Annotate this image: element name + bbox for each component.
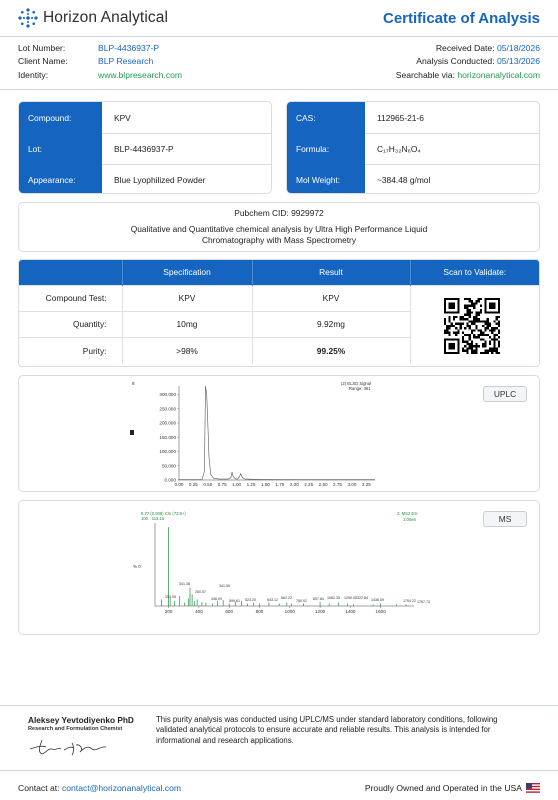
meta-identity: Identity: www.blpresearch.com <box>18 69 182 82</box>
ms-trace-label: 2: MS2 ES- <box>397 511 419 516</box>
uplc-series-line <box>179 386 375 480</box>
ms-peak-label: 1290.07 <box>344 596 357 600</box>
method-box <box>18 202 540 252</box>
owned-text: Proudly Owned and Operated in the USA <box>364 783 522 793</box>
ms-peak-label: 153.05 <box>165 595 176 599</box>
meta-lot-number: Lot Number: BLP-4436937-P <box>18 43 160 53</box>
uplc-panel <box>18 375 540 492</box>
uplc-y-marker <box>130 430 134 435</box>
ms-peak-label: 807.84 <box>313 597 324 601</box>
svg-text:8.77 (0.938) Cm (73:8+): 8.77 (0.938) Cm (73:8+) <box>141 511 186 516</box>
meta-analysis-date: Analysis Conducted: 05/13/2026 <box>416 56 540 67</box>
header <box>0 0 558 36</box>
table-row: Compound Test: KPV KPV <box>19 285 539 311</box>
uplc-x-tick-label: 2.75 <box>333 482 343 487</box>
uplc-x-tick-label: 1.75 <box>275 482 285 487</box>
svg-text:% 0: % 0 <box>133 564 141 569</box>
header-divider <box>0 36 558 37</box>
ms-peak-label: 446.09 <box>211 597 222 601</box>
ms-peak-label: 780.02 <box>296 599 307 603</box>
horizon-logo-icon <box>18 8 38 28</box>
us-flag-icon <box>526 783 540 793</box>
meta-left <box>18 42 182 82</box>
ms-x-tick-label: 800 <box>255 609 264 614</box>
ms-x-tick-label: 400 <box>195 609 203 614</box>
uplc-x-tick-label: 3.00 <box>347 482 357 487</box>
chemist-name: Aleksey Yevtodiyenko PhD <box>28 715 134 725</box>
uplc-y-tick-label: 100.000 <box>159 449 176 455</box>
signature-image <box>28 735 112 757</box>
ms-peak-label: 260.57 <box>195 590 206 594</box>
ms-peak-label: 662.22 <box>281 596 292 600</box>
lot-row: Lot: BLP-4436937-P <box>19 133 272 164</box>
owned-line <box>365 783 540 793</box>
qr-code-icon[interactable] <box>444 298 500 354</box>
uplc-chart <box>19 376 541 493</box>
ms-x-tick-label: 200 <box>164 609 173 614</box>
uplc-x-tick-label: 1.00 <box>232 482 242 487</box>
ms-x-tick-label: 600 <box>225 609 234 614</box>
ms-peak-label: 643.12 <box>267 598 278 602</box>
spec-header-scan: Scan to Validate: <box>410 260 539 285</box>
ms-badge: MS <box>483 511 527 527</box>
uplc-x-tick-label: 0.25 <box>188 482 198 487</box>
footer-bottom-divider <box>0 770 558 771</box>
method-line-1: Qualitative and Quantitative chemical analysis by Ultra High Performance Liquid <box>130 223 428 234</box>
uplc-y-tick-label: 50.000 <box>161 463 176 469</box>
meta-received-date: Received Date: 05/18/2026 <box>435 43 540 53</box>
ms-peak-label: 1704.22 <box>403 599 416 603</box>
brand-name: Horizon Analytical <box>43 9 168 26</box>
ms-peak-label: 341.38 <box>179 582 190 586</box>
chemical-info-box <box>286 101 540 194</box>
uplc-y-tick-label: 150.000 <box>159 434 176 440</box>
ms-peak-label: 599.61 <box>229 599 240 603</box>
searchable-link[interactable]: horizonanalytical.com <box>457 69 540 80</box>
spec-header-result: Result <box>252 260 410 285</box>
ms-x-tick-label: 1200 <box>314 609 326 614</box>
svg-text:8: 8 <box>132 381 135 386</box>
brand-logo <box>18 8 168 28</box>
table-row: Quantity: 10mg 9.92mg <box>19 311 539 337</box>
contact-label: Contact at: <box>18 783 60 793</box>
meta-divider <box>0 89 558 90</box>
meta-searchable: Searchable via: horizonanalytical.com <box>395 69 540 80</box>
uplc-y-tick-label: 250.000 <box>159 406 176 412</box>
cas-row: CAS: 112965-21-6 <box>287 102 540 133</box>
identity-link[interactable]: www.blpresearch.com <box>98 69 183 80</box>
compound-info-box <box>18 101 272 194</box>
ms-peak-label: 523.20 <box>245 598 256 602</box>
ms-trace-value: 1.00e6 <box>403 517 416 522</box>
svg-text:100 · 113.15: 100 · 113.15 <box>141 516 165 521</box>
spec-header-specification: Specification <box>122 260 252 285</box>
meta-client-name: Client Name: BLP Research <box>18 56 154 67</box>
uplc-signal-label: (2) ELSD Signal <box>341 381 372 386</box>
ms-peak-label: 1436.09 <box>371 598 384 602</box>
uplc-x-tick-label: 1.25 <box>246 482 256 487</box>
ms-peak-label: 1062.35 <box>327 596 340 600</box>
chemist-role: Research and Formulation Chemist <box>28 726 123 732</box>
pubchem-cid: Pubchem CID: 9929972 <box>234 208 324 218</box>
method-line-2: Chromatography with Mass Spectrometry <box>201 235 357 246</box>
uplc-x-tick-label: 2.50 <box>318 482 328 487</box>
table-row: Purity: >98% 99.25% <box>19 338 539 364</box>
chemist-block <box>28 715 134 759</box>
uplc-x-tick-label: 2.00 <box>289 482 299 487</box>
disclaimer-text: This purity analysis was conducted using UPLC/MS under standard laboratory conditions, following validated analytical protocols to ensure accurate and reliable results. This analysis is intended for informational and research applications. <box>156 715 498 745</box>
uplc-y-tick-label: 300.000 <box>159 392 176 398</box>
signature-section <box>18 705 540 765</box>
uplc-y-tick-label: 0.000 <box>164 477 176 483</box>
uplc-x-tick-label: 3.25 <box>361 482 371 487</box>
uplc-x-tick-label: 0.75 <box>217 482 227 487</box>
appearance-row: Appearance: Blue Lyophilized Powder <box>19 164 272 194</box>
uplc-x-tick-label: 1.50 <box>260 482 270 487</box>
ms-peak-label: 1322.84 <box>355 596 368 600</box>
ms-x-tick-label: 1000 <box>284 609 295 614</box>
contact-line <box>18 783 181 793</box>
ms-peak-label: 1767.73 <box>417 600 430 604</box>
compound-row: Compound: KPV <box>19 102 272 133</box>
ms-x-tick-label: 1600 <box>375 609 386 614</box>
contact-email-link[interactable]: contact@horizonanalytical.com <box>61 783 182 793</box>
mol-weight-row: Mol Weight: ~384.48 g/mol <box>287 164 540 194</box>
ms-panel <box>18 500 540 635</box>
uplc-badge: UPLC <box>483 386 527 402</box>
meta-right <box>396 42 540 82</box>
uplc-y-tick-label: 200.000 <box>159 420 176 426</box>
ms-x-tick-label: 1400 <box>345 609 356 614</box>
formula-row: Formula: C₁₇H₃₂N₆O₄ <box>287 133 540 164</box>
uplc-x-tick-label: 0.00 <box>174 482 184 487</box>
uplc-range-label: Range: 361 <box>349 386 371 391</box>
ms-chart <box>19 501 541 636</box>
uplc-x-tick-label: 0.50 <box>203 482 213 487</box>
spec-header-blank <box>19 260 122 285</box>
document-title: Certificate of Analysis <box>383 10 540 27</box>
uplc-x-tick-label: 2.25 <box>304 482 314 487</box>
ms-peak-label: 341.55 <box>219 584 230 588</box>
